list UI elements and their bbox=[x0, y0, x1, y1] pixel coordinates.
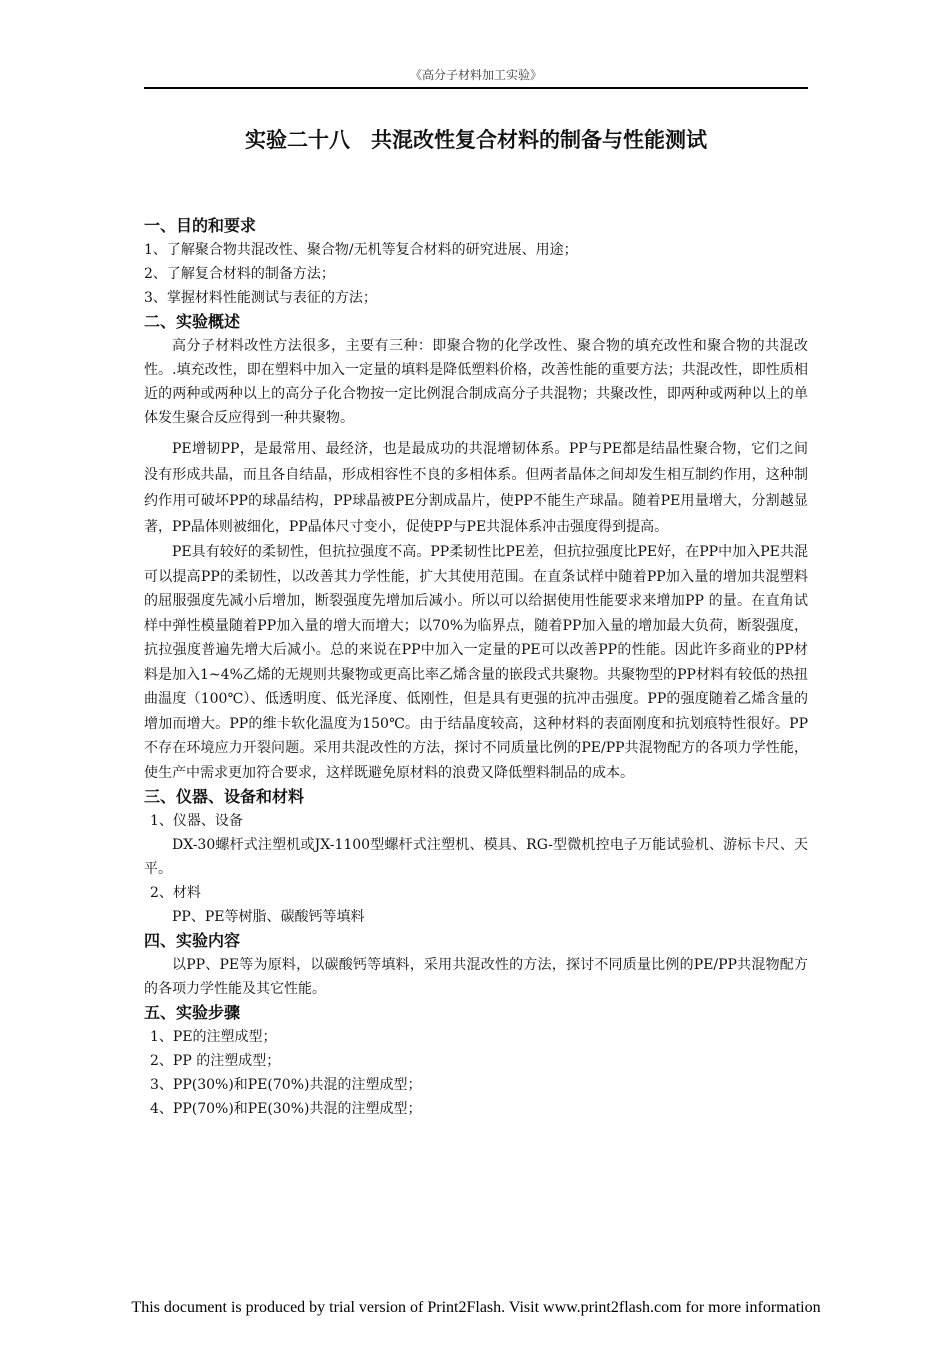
section-heading: 四、实验内容 bbox=[144, 931, 241, 950]
subsection-label: 1、仪器、设备 bbox=[150, 813, 243, 829]
section-heading: 三、仪器、设备和材料 bbox=[144, 787, 305, 806]
section-content bbox=[144, 929, 808, 1001]
paragraph: DX-30螺杆式注塑机或JX-1100型螺杆式注塑机、模具、RG-型微机控电子万能试验机、游标卡尺、天平。 bbox=[144, 837, 808, 877]
section-heading: 一、目的和要求 bbox=[144, 216, 257, 235]
paragraph: PP、PE等树脂、碳酸钙等填料 bbox=[172, 909, 365, 925]
section-heading: 二、实验概述 bbox=[144, 312, 241, 331]
header-rule bbox=[144, 87, 808, 89]
paragraph: 高分子材料改性方法很多，主要有三种：即聚合物的化学改性、聚合物的填充改性和聚合物的共混改性。.填充改性，即在塑料中加入一定量的填料是降低塑料价格，改善性能的重要方法；共混改性，即性质相近的两种或两种以上的高分子化合物按一定比例混合制成高分子共混物；共聚改性，即两种或两种以上的单体发生聚合反应得到一种共聚物。 bbox=[144, 338, 808, 426]
subsection-label: 2、材料 bbox=[150, 885, 201, 901]
list-item: 1、PE的注塑成型； bbox=[150, 1029, 277, 1045]
list-item: 1、了解聚合物共混改性、聚合物/无机等复合材料的研究进展、用途； bbox=[144, 242, 578, 258]
paragraph: PE具有较好的柔韧性，但抗拉强度不高。PP柔韧性比PE差，但抗拉强度比PE好，在PP中加入PE共混可以提高PP的柔韧性，以改善其力学性能，扩大其使用范围。在直条试样中随着PP加入量的增加共混塑料的屈服强度先减小后增加，断裂强度先增加后减小。所以可以给据使用性能要求来增加PP 的量。在直角试样中弹性模量随着PP加入量的增大而增大；以70%为临界点，随着PP加入量的增加最大负荷，断裂强度，抗拉强度普遍先增大后减小。总的来说在PP中加入一定量的PE可以改善PP的性能。因此许多商业的PP材料是加入1~4%乙烯的无规则共聚物或更高比率乙烯含量的嵌段式共聚物。共聚物型的PP材料有较低的热扭曲温度（100℃）、低透明度、低光泽度、低刚性，但是具有更强的抗冲击强度。PP的强度随着乙烯含量的增加而增大。PP的维卡软化温度为150℃。由于结晶度较高，这种材料的表面刚度和抗划痕特性很好。PP不存在环境应力开裂问题。采用共混改性的方法，探讨不同质量比例的PE/PP共混物配方的各项力学性能，使生产中需求更加符合要求，这样既避免原材料的浪费又降低塑料制品的成本。 bbox=[144, 544, 808, 781]
document-body bbox=[144, 214, 808, 1121]
paragraph: 以PP、PE等为原料，以碳酸钙等填料，采用共混改性的方法，探讨不同质量比例的PE/PP共混物配方的各项力学性能及其它性能。 bbox=[144, 957, 808, 997]
running-header: 《高分子材料加工实验》 bbox=[409, 68, 542, 82]
list-item: 4、PP(70%)和PE(30%)共混的注塑成型； bbox=[150, 1101, 422, 1117]
list-item: 3、PP(30%)和PE(70%)共混的注塑成型； bbox=[150, 1077, 422, 1093]
section-overview bbox=[144, 310, 808, 785]
list-item: 2、PP 的注塑成型； bbox=[150, 1053, 281, 1069]
section-steps bbox=[144, 1001, 808, 1121]
list-item: 3、掌握材料性能测试与表征的方法； bbox=[144, 290, 377, 306]
paragraph: PE增韧PP，是最常用、最经济，也是最成功的共混增韧体系。PP与PE都是结晶性聚合物，它们之间没有形成共晶，而且各自结晶，形成相容性不良的多相体系。但两者晶体之间却发生相互制约作用，这种制约作用可破坏PP的球晶结构，PP球晶被PE分割成晶片，使PP不能生产球晶。随着PE用量增大，分割越显著，PP晶体则被细化，PP晶体尺寸变小，促使PP与PE共混体系冲击强度得到提高。 bbox=[144, 441, 808, 535]
list-item: 2、了解复合材料的制备方法； bbox=[144, 266, 335, 282]
page-title: 实验二十八 共混改性复合材料的制备与性能测试 bbox=[245, 128, 707, 152]
section-equipment bbox=[144, 785, 808, 929]
section-heading: 五、实验步骤 bbox=[144, 1003, 241, 1022]
section-objectives bbox=[144, 214, 808, 310]
trial-watermark-footer: This document is produced by trial version of Print2Flash. Visit www.print2flash.com for more information bbox=[131, 1299, 821, 1316]
